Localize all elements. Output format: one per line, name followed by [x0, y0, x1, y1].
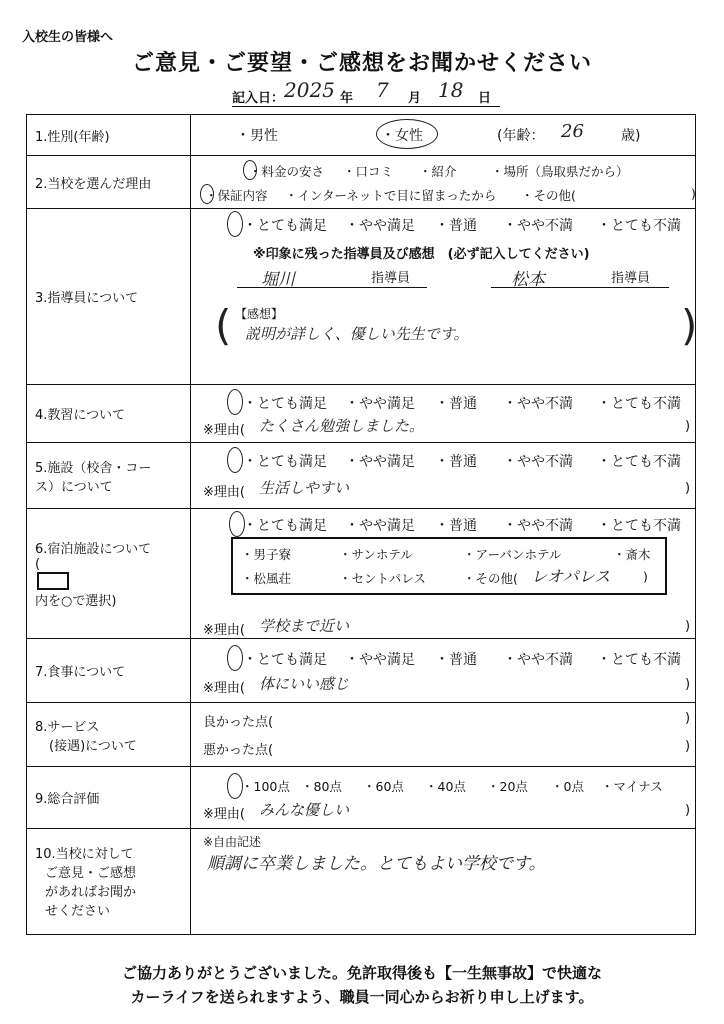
- score-minus[interactable]: ・マイナス: [601, 779, 663, 794]
- rating-very-satisfied[interactable]: ・とても満足: [243, 518, 327, 534]
- date-month-value[interactable]: 7: [376, 78, 389, 102]
- reason-value[interactable]: 生活しやすい: [259, 479, 350, 497]
- label-text: 4.教習について: [35, 408, 126, 423]
- rating-somewhat-satisfied[interactable]: ・やや満足: [345, 518, 415, 534]
- page-title: ご意見・ご要望・ご感想をお聞かせください: [131, 51, 592, 76]
- reason-close: ): [685, 619, 691, 634]
- reason-value[interactable]: たくさん勉強しました。: [259, 417, 425, 435]
- label-text-line1: 5.施設（校舎・コー: [35, 460, 152, 476]
- label-text: 3.指導員について: [35, 291, 139, 306]
- selection-circle: [227, 773, 243, 799]
- lodging-urban-hotel[interactable]: ・アーバンホテル: [463, 547, 562, 562]
- row-facilities: [27, 443, 696, 509]
- content-free-comments: [191, 829, 696, 935]
- label-lodging: [27, 509, 191, 639]
- instructor-suffix-2: 指導員: [611, 271, 651, 286]
- selection-circle: [227, 645, 243, 671]
- selection-circle: [200, 184, 214, 204]
- label-text: 7.食事について: [35, 665, 126, 680]
- selection-circle: [227, 211, 243, 237]
- content-meals: [191, 639, 696, 703]
- row-overall: [27, 767, 696, 829]
- score-80[interactable]: ・80点: [301, 779, 342, 794]
- age-unit: 歳): [621, 128, 641, 144]
- label-facilities: [27, 443, 191, 509]
- footer-line-1: ご協力ありがとうございました。免許取得後も【一生無事故】で快適な: [121, 964, 602, 982]
- selection-circle: [227, 447, 243, 473]
- selection-circle: [229, 511, 245, 537]
- option-male[interactable]: ・男性: [236, 128, 278, 144]
- label-text-line1: 6.宿泊施設について: [35, 542, 152, 557]
- reason-value[interactable]: 学校まで近い: [259, 617, 350, 635]
- row-reason-chosen: [27, 156, 696, 209]
- reason-label: ※理由(: [203, 485, 245, 500]
- label-service: [27, 703, 191, 767]
- content-overall: [191, 767, 696, 829]
- rating-very-dissatisfied[interactable]: ・とても不満: [597, 518, 681, 534]
- selection-circle: [376, 119, 438, 149]
- free-comment-label: ※自由記述: [203, 835, 262, 849]
- survey-table: [26, 114, 696, 935]
- lodging-st-palace[interactable]: ・セントパレス: [339, 571, 426, 586]
- label-reason-chosen: [27, 156, 191, 209]
- score-60[interactable]: ・60点: [363, 779, 404, 794]
- date-month-unit: 月: [408, 91, 422, 106]
- reason-close: ): [685, 677, 691, 692]
- rating-very-dissatisfied[interactable]: ・とても不満: [597, 396, 681, 412]
- option-female[interactable]: ・女性: [381, 128, 423, 144]
- good-points-label: 良かった点(: [203, 715, 274, 730]
- content-instructor: [191, 209, 696, 385]
- label-text-line2: [35, 557, 190, 609]
- score-100[interactable]: ・100点: [241, 779, 290, 794]
- row-gender-age: [27, 115, 696, 156]
- rating-very-satisfied[interactable]: ・とても満足: [243, 454, 327, 470]
- instructor-suffix-1: 指導員: [371, 271, 411, 286]
- reason-price[interactable]: ・料金の安さ: [249, 164, 325, 179]
- score-0[interactable]: ・0点: [551, 779, 584, 794]
- impression-close-bracket: ): [681, 301, 698, 350]
- label-text-line3: があればお聞か: [45, 885, 137, 900]
- date-year-unit: 年: [340, 91, 354, 106]
- label-paren-open: (: [35, 557, 41, 572]
- rating-very-satisfied[interactable]: ・とても満足: [243, 218, 327, 234]
- content-lessons: [191, 385, 696, 443]
- instructor-name-2[interactable]: 松本: [511, 270, 545, 290]
- label-text: 2.当校を選んだ理由: [35, 176, 152, 192]
- content-service: [191, 703, 696, 767]
- rating-neutral[interactable]: ・普通: [435, 454, 477, 470]
- reason-label: ※理由(: [203, 681, 245, 696]
- lodging-options-box: [231, 537, 667, 595]
- score-20[interactable]: ・20点: [487, 779, 528, 794]
- instructor-note: ※印象に残った指導員及び感想 (必ず記入してください): [253, 247, 590, 262]
- lodging-boys-dorm[interactable]: ・男子寮: [241, 547, 292, 562]
- row-lodging: [27, 509, 696, 639]
- rating-somewhat-satisfied[interactable]: ・やや満足: [345, 652, 415, 668]
- rating-somewhat-satisfied[interactable]: ・やや満足: [345, 454, 415, 470]
- lodging-other-close: ): [643, 569, 648, 584]
- rating-somewhat-dissatisfied[interactable]: ・やや不満: [503, 518, 573, 534]
- reason-label: ※理由(: [203, 423, 245, 438]
- label-gender-age: [27, 115, 191, 156]
- rating-very-dissatisfied[interactable]: ・とても不満: [597, 218, 681, 234]
- label-text-line2: (接遇)について: [49, 738, 137, 754]
- content-facilities: [191, 443, 696, 509]
- free-comment-text[interactable]: 順調に卒業しました。とてもよい学校です。: [207, 854, 546, 874]
- label-text: 1.性別(年齢): [35, 129, 110, 145]
- reason-referral[interactable]: ・紹介: [419, 164, 457, 179]
- reason-value[interactable]: みんな優しい: [259, 801, 350, 819]
- label-free-comments: [27, 829, 191, 935]
- reason-close: ): [685, 803, 691, 818]
- reason-close: ): [685, 481, 691, 496]
- row-instructor: [27, 209, 696, 385]
- date-label: 記入日：: [232, 91, 285, 106]
- rating-neutral[interactable]: ・普通: [435, 518, 477, 534]
- reason-label: ※理由(: [203, 623, 245, 638]
- impression-label: 【感想】: [235, 307, 284, 321]
- label-lessons: [27, 385, 191, 443]
- label-overall: [27, 767, 191, 829]
- lodging-saiki[interactable]: ・斎木: [613, 547, 651, 562]
- reason-other-close: ): [691, 186, 696, 201]
- content-reason-chosen: [191, 156, 696, 209]
- rating-very-satisfied[interactable]: ・とても満足: [243, 652, 327, 668]
- date-day-value[interactable]: 18: [438, 78, 464, 102]
- impression-open-bracket: (: [215, 301, 232, 350]
- label-text-line2: ス）について: [35, 479, 113, 495]
- rating-very-satisfied[interactable]: ・とても満足: [243, 396, 327, 412]
- rating-somewhat-dissatisfied[interactable]: ・やや不満: [503, 396, 573, 412]
- lodging-shofuso[interactable]: ・松風荘: [241, 571, 292, 586]
- footer-line-2: カーライフを送られますよう、職員一同心からお祈り申し上げます。: [130, 988, 594, 1006]
- label-meals: [27, 639, 191, 703]
- reason-close: ): [685, 419, 691, 434]
- rating-somewhat-dissatisfied[interactable]: ・やや不満: [503, 652, 573, 668]
- score-40[interactable]: ・40点: [425, 779, 466, 794]
- impression-text[interactable]: 説明が詳しく、優しい先生です。: [245, 325, 469, 343]
- rating-somewhat-satisfied[interactable]: ・やや満足: [345, 218, 415, 234]
- label-text-line2: ご意見・ご感想: [45, 866, 137, 881]
- lodging-other-value[interactable]: レオパレス: [531, 567, 611, 586]
- label-text-line4: せください: [45, 904, 111, 919]
- good-points-close: ): [685, 711, 691, 726]
- lodging-other[interactable]: ・その他(: [463, 571, 518, 586]
- reason-guarantee[interactable]: ・保証内容: [205, 188, 268, 203]
- row-meals: [27, 639, 696, 703]
- label-text-line1: 8.サービス: [35, 719, 100, 735]
- reason-internet[interactable]: ・インターネットで目に留まったから: [285, 188, 497, 203]
- rating-very-dissatisfied[interactable]: ・とても不満: [597, 652, 681, 668]
- date-year-value[interactable]: 2025: [284, 78, 335, 102]
- bad-points-close: ): [685, 739, 691, 754]
- rating-neutral[interactable]: ・普通: [435, 652, 477, 668]
- reason-value[interactable]: 体にいい感じ: [259, 675, 350, 693]
- bad-points-label: 悪かった点(: [203, 743, 274, 758]
- age-label: (年齢：: [497, 128, 545, 144]
- instructor-line-2: [491, 287, 669, 288]
- label-text-line1: 10.当校に対して: [35, 847, 134, 862]
- content-gender-age: [191, 115, 696, 156]
- rating-neutral[interactable]: ・普通: [435, 218, 477, 234]
- rating-somewhat-dissatisfied[interactable]: ・やや不満: [503, 454, 573, 470]
- age-value[interactable]: 26: [561, 121, 584, 142]
- instructor-line-1: [237, 287, 427, 288]
- row-service: [27, 703, 696, 767]
- sample-box: [37, 572, 69, 590]
- recipient-tag: 入校生の皆様へ: [22, 30, 114, 45]
- reason-label: ※理由(: [203, 807, 245, 822]
- label-text: 9.総合評価: [35, 792, 100, 807]
- lodging-sun-hotel[interactable]: ・サンホテル: [339, 547, 413, 562]
- content-lodging: [191, 509, 696, 639]
- reason-word-of-mouth[interactable]: ・口コミ: [343, 164, 394, 179]
- selection-circle: [227, 389, 243, 415]
- reason-other[interactable]: ・その他(: [521, 188, 576, 203]
- rating-very-dissatisfied[interactable]: ・とても不満: [597, 454, 681, 470]
- reason-location[interactable]: ・場所（鳥取県だから）: [491, 164, 629, 179]
- instructor-name-1[interactable]: 堀川: [261, 270, 295, 290]
- row-free-comments: [27, 829, 696, 935]
- rating-somewhat-satisfied[interactable]: ・やや満足: [345, 396, 415, 412]
- rating-neutral[interactable]: ・普通: [435, 396, 477, 412]
- date-day-unit: 日: [478, 91, 492, 106]
- selection-circle: [243, 160, 257, 180]
- label-text-post: 内を○で選択): [35, 594, 117, 609]
- rating-somewhat-dissatisfied[interactable]: ・やや不満: [503, 218, 573, 234]
- row-lessons: [27, 385, 696, 443]
- label-instructor: [27, 209, 191, 385]
